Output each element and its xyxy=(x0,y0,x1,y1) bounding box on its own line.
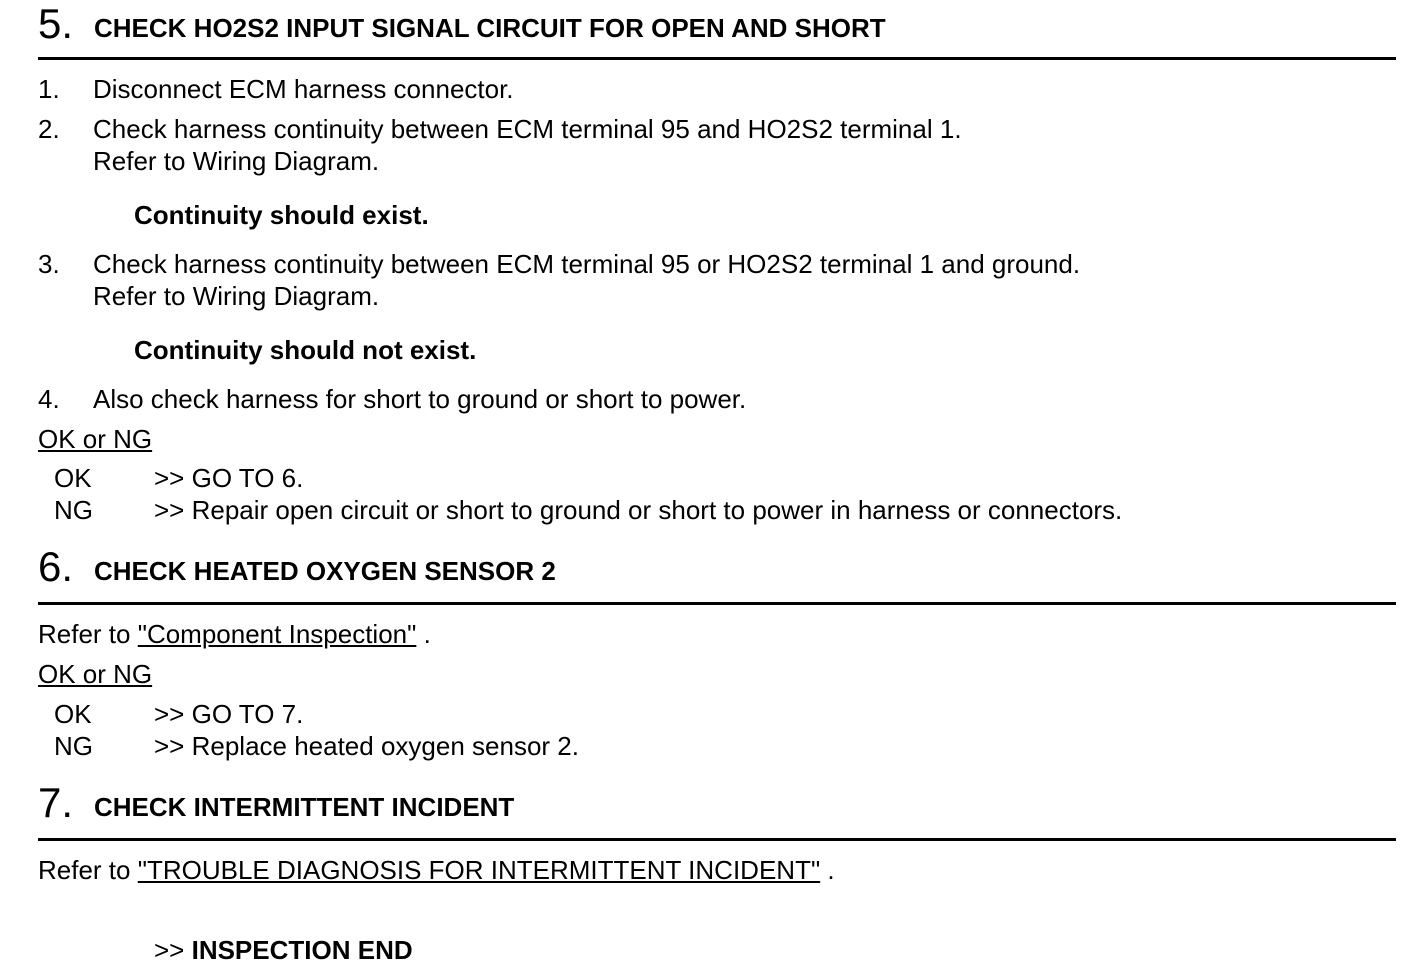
result-label-ng: NG xyxy=(54,495,93,525)
result-label-ok: OK xyxy=(54,463,92,493)
refer-line xyxy=(38,619,431,649)
step-number: 1. xyxy=(38,74,60,104)
result-text-ok: >> GO TO 7. xyxy=(154,699,304,729)
step-number: 2. xyxy=(38,114,60,144)
section-number: 6. xyxy=(38,543,74,590)
step-text: Disconnect ECM harness connector. xyxy=(93,74,514,104)
section-title: CHECK HEATED OXYGEN SENSOR 2 xyxy=(94,556,556,586)
result-text-ng: >> Replace heated oxygen sensor 2. xyxy=(154,731,579,761)
intermittent-incident-link[interactable]: "TROUBLE DIAGNOSIS FOR INTERMITTENT INCIDENT" xyxy=(137,855,821,885)
refer-prefix: Refer to xyxy=(38,855,138,885)
refer-prefix: Refer to xyxy=(38,619,138,649)
section-number: 5. xyxy=(38,0,74,47)
spec-note: Continuity should not exist. xyxy=(134,335,477,365)
end-text: INSPECTION END xyxy=(191,935,413,965)
end-prefix: >> xyxy=(154,935,192,965)
section-divider xyxy=(38,838,1396,841)
ok-ng-label: OK or NG xyxy=(38,659,153,689)
section-title: CHECK INTERMITTENT INCIDENT xyxy=(94,792,515,822)
result-label-ok: OK xyxy=(54,699,92,729)
refer-suffix: . xyxy=(820,855,835,885)
result-label-ng: NG xyxy=(54,731,93,761)
ok-ng-label: OK or NG xyxy=(38,424,153,454)
component-inspection-link[interactable]: "Component Inspection" xyxy=(137,619,417,649)
section-number: 7. xyxy=(38,779,74,826)
spec-note: Continuity should exist. xyxy=(134,200,429,230)
section-title: CHECK HO2S2 INPUT SIGNAL CIRCUIT FOR OPEN AND SHORT xyxy=(94,13,886,43)
result-text-ok: >> GO TO 6. xyxy=(154,463,304,493)
step-text: Refer to Wiring Diagram. xyxy=(93,146,380,176)
step-text: Check harness continuity between ECM terminal 95 or HO2S2 terminal 1 and ground. xyxy=(93,249,1081,279)
section-divider xyxy=(38,602,1396,605)
section-divider xyxy=(38,57,1396,60)
refer-suffix: . xyxy=(416,619,431,649)
refer-line xyxy=(38,855,835,885)
step-text: Refer to Wiring Diagram. xyxy=(93,281,380,311)
step-text: Check harness continuity between ECM terminal 95 and HO2S2 terminal 1. xyxy=(93,114,962,144)
step-number: 4. xyxy=(38,384,60,414)
step-text: Also check harness for short to ground or short to power. xyxy=(93,384,747,414)
result-text-ng: >> Repair open circuit or short to ground or short to power in harness or connectors. xyxy=(154,495,1123,525)
inspection-end xyxy=(154,935,413,965)
step-number: 3. xyxy=(38,249,60,279)
